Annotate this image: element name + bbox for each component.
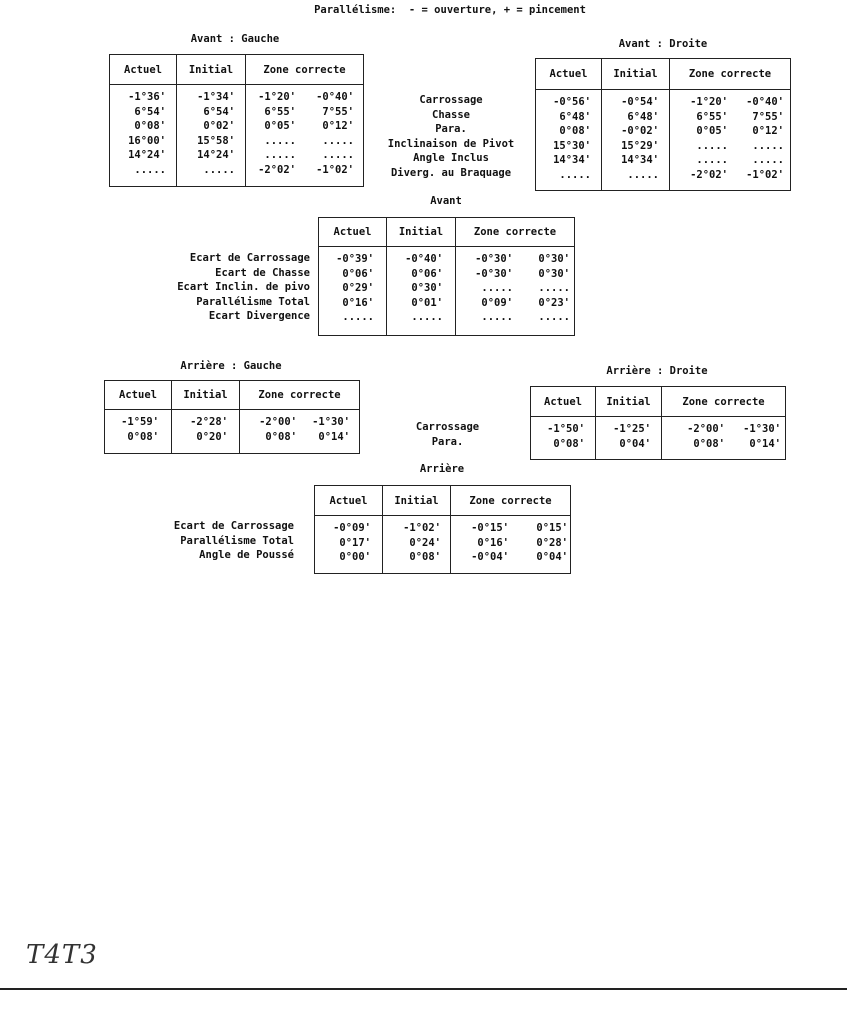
value-cell: ..... [264, 149, 296, 162]
zone-column [245, 85, 363, 186]
row-label: Inclinaison de Pivot [387, 137, 515, 150]
value-cell: 0°05' [264, 120, 296, 133]
row-label: Para. [435, 123, 467, 136]
value-cell: 0°15' [536, 522, 568, 534]
row-label: Carrossage [419, 94, 483, 106]
row-label: Carrossage [415, 421, 480, 433]
value-cell: 14°24' [197, 149, 235, 162]
header-initial: Initial [171, 381, 239, 409]
value-cell: 0°08' [134, 120, 166, 133]
value-cell: ..... [134, 163, 166, 176]
value-cell: ..... [411, 311, 443, 324]
value-cell: 0°12' [752, 125, 784, 138]
avant-total-table [318, 217, 575, 336]
bottom-rule [0, 988, 847, 990]
actuel-column [319, 247, 386, 335]
avant-row-labels [364, 93, 538, 181]
value-cell: ..... [322, 149, 354, 162]
zone-max-column [509, 521, 568, 573]
arriere-gauche-title: Arrière : Gauche [180, 360, 282, 372]
value-cell: 0°05' [696, 125, 728, 138]
value-cell: ..... [264, 134, 296, 147]
initial-column [595, 417, 661, 459]
value-cell: 0°24' [409, 536, 441, 549]
value-cell: ..... [559, 168, 591, 181]
actuel-column [105, 410, 171, 453]
value-cell: -1°59' [121, 416, 159, 428]
value-cell: ..... [627, 168, 659, 181]
header-zone-correcte: Zone correcte [669, 59, 790, 89]
avant-gauche-table [109, 54, 364, 187]
value-cell: 0°16' [342, 296, 374, 309]
value-cell: 0°01' [411, 296, 443, 309]
zone-column [450, 516, 570, 573]
header-zone-correcte: Zone correcte [450, 486, 570, 515]
value-cell: -0°09' [333, 522, 371, 534]
value-cell: -0°02' [621, 125, 659, 138]
value-cell: 15°58' [197, 134, 235, 147]
value-cell: -2°02' [258, 163, 296, 176]
value-cell: ..... [342, 311, 374, 324]
avant-droite-title: Avant : Droite [618, 38, 708, 50]
value-cell: 6°48' [559, 110, 591, 123]
value-cell: -2°00' [259, 416, 297, 428]
value-cell: 0°08' [559, 125, 591, 138]
value-cell: 0°14' [749, 437, 781, 450]
initial-column [171, 410, 239, 453]
value-cell: 6°48' [627, 110, 659, 123]
zone-min-column [456, 252, 513, 335]
value-cell: 14°34' [553, 154, 591, 167]
value-cell: -1°20' [258, 91, 296, 103]
value-cell: 0°30' [538, 253, 570, 265]
value-cell: -1°02' [403, 522, 441, 534]
value-cell: -1°02' [746, 168, 784, 181]
value-cell: -1°30' [312, 416, 350, 428]
value-cell: 0°06' [411, 267, 443, 280]
value-cell: 0°04' [619, 437, 651, 450]
arriere-total-labels [120, 519, 294, 563]
row-label: Ecart Inclin. de pivo [177, 281, 310, 294]
value-cell: ..... [481, 311, 513, 324]
value-cell: 0°02' [203, 120, 235, 133]
header-zone-correcte: Zone correcte [239, 381, 359, 409]
initial-column [176, 85, 245, 186]
value-cell: ..... [538, 282, 570, 295]
row-label: Diverg. au Braquage [390, 166, 512, 179]
value-cell: 0°00' [339, 551, 371, 564]
value-cell: 15°30' [553, 139, 591, 152]
zone-column [455, 247, 574, 335]
arriere-gauche-table [104, 380, 360, 454]
value-cell: -0°15' [471, 522, 509, 534]
value-cell: 0°30' [411, 282, 443, 295]
value-cell: 0°08' [693, 437, 725, 450]
zone-max-column [297, 415, 350, 453]
value-cell: 0°08' [553, 437, 585, 450]
initial-column [601, 90, 669, 190]
parallelism-legend: Parallélisme: - = ouverture, + = pincement [314, 4, 586, 16]
header-zone-correcte: Zone correcte [455, 218, 574, 246]
value-cell: 0°08' [127, 430, 159, 443]
actuel-column [315, 516, 382, 573]
value-cell: ..... [203, 163, 235, 176]
header-initial: Initial [386, 218, 455, 246]
zone-min-column [240, 415, 297, 453]
value-cell: ..... [538, 311, 570, 324]
value-cell: 0°09' [481, 296, 513, 309]
initial-column [386, 247, 455, 335]
value-cell: -0°39' [336, 253, 374, 265]
row-label: Ecart Divergence [208, 310, 310, 323]
initial-column [382, 516, 450, 573]
value-cell: 0°14' [318, 430, 350, 443]
value-cell: 0°23' [538, 296, 570, 309]
value-cell: -0°40' [746, 96, 784, 108]
zone-max-column [513, 252, 570, 335]
value-cell: 7°55' [322, 105, 354, 118]
value-cell: ..... [752, 154, 784, 167]
row-label: Ecart de Carrossage [189, 252, 310, 264]
row-label: Chasse [432, 108, 470, 121]
row-label: Para. [431, 435, 464, 448]
avant-gauche-title: Avant : Gauche [190, 33, 280, 45]
value-cell: 0°29' [342, 282, 374, 295]
value-cell: 0°20' [196, 430, 228, 443]
header-actuel: Actuel [119, 389, 157, 401]
row-label: Angle Inclus [413, 152, 489, 165]
handwritten-note: T4T3 [26, 940, 98, 970]
header-actuel: Actuel [124, 63, 162, 76]
arriere-total-title: Arrière [419, 463, 465, 475]
value-cell: -0°54' [621, 96, 659, 108]
value-cell: 15°29' [621, 139, 659, 152]
value-cell: -0°56' [553, 96, 591, 108]
avant-total-labels [130, 251, 310, 324]
row-label: Ecart de Carrossage [173, 520, 294, 532]
row-label: Ecart de Chasse [215, 266, 310, 279]
actuel-column [531, 417, 595, 459]
header-initial: Initial [382, 486, 450, 515]
value-cell: 6°55' [696, 110, 728, 123]
value-cell: 6°54' [203, 105, 235, 118]
value-cell: 6°55' [264, 105, 296, 118]
zone-min-column [246, 90, 296, 186]
value-cell: 7°55' [752, 110, 784, 123]
value-cell: 14°34' [621, 154, 659, 167]
value-cell: -0°40' [405, 253, 443, 265]
header-actuel: Actuel [329, 494, 368, 507]
avant-total-title: Avant [430, 195, 462, 207]
zone-max-column [296, 90, 354, 186]
zone-max-column [725, 422, 781, 459]
value-cell: -1°34' [197, 91, 235, 103]
value-cell: ..... [752, 139, 784, 152]
zone-min-column [670, 95, 728, 190]
zone-min-column [451, 521, 509, 573]
arriere-total-table [314, 485, 571, 574]
actuel-column [536, 90, 601, 190]
value-cell: 0°28' [536, 536, 568, 549]
row-label: Parallélisme Total [180, 534, 294, 547]
zone-column [239, 410, 359, 453]
value-cell: 14°24' [128, 149, 166, 162]
value-cell: -2°28' [190, 416, 228, 428]
value-cell: -1°25' [613, 423, 651, 435]
value-cell: -1°20' [690, 96, 728, 108]
row-label: Angle de Poussé [199, 549, 294, 562]
value-cell: -0°40' [316, 91, 354, 103]
row-label: Parallélisme Total [196, 295, 310, 308]
value-cell: ..... [481, 282, 513, 295]
value-cell: 0°30' [538, 267, 570, 280]
arriere-droite-title: Arrière : Droite [606, 365, 708, 377]
zone-column [661, 417, 785, 459]
value-cell: ..... [696, 139, 728, 152]
header-initial: Initial [176, 55, 245, 84]
value-cell: 16°00' [128, 134, 166, 147]
header-zone-correcte: Zone correcte [661, 387, 785, 416]
value-cell: -1°36' [128, 91, 166, 103]
value-cell: -1°02' [316, 163, 354, 176]
header-actuel: Actuel [549, 68, 588, 80]
avant-droite-table [535, 58, 791, 191]
value-cell: 0°16' [477, 536, 509, 549]
arriere-droite-table [530, 386, 786, 460]
value-cell: -1°50' [547, 423, 585, 435]
value-cell: ..... [696, 154, 728, 167]
value-cell: -0°04' [471, 551, 509, 564]
arriere-row-labels [380, 420, 515, 449]
value-cell: -0°30' [475, 267, 513, 280]
header-actuel: Actuel [544, 395, 582, 408]
value-cell: 0°12' [322, 120, 354, 133]
header-actuel: Actuel [333, 226, 372, 238]
value-cell: 0°08' [265, 430, 297, 443]
header-zone-correcte: Zone correcte [245, 55, 363, 84]
zone-min-column [662, 422, 725, 459]
header-initial: Initial [595, 387, 661, 416]
value-cell: 0°06' [342, 267, 374, 280]
zone-max-column [728, 95, 784, 190]
value-cell: ..... [322, 134, 354, 147]
value-cell: -2°00' [687, 423, 725, 435]
header-initial: Initial [601, 59, 669, 89]
value-cell: -2°02' [690, 168, 728, 181]
actuel-column [110, 85, 176, 186]
value-cell: -1°30' [743, 423, 781, 435]
value-cell: 6°54' [134, 105, 166, 118]
zone-column [669, 90, 790, 190]
value-cell: 0°08' [409, 551, 441, 564]
value-cell: 0°17' [339, 536, 371, 549]
value-cell: 0°04' [536, 551, 568, 564]
value-cell: -0°30' [475, 253, 513, 265]
